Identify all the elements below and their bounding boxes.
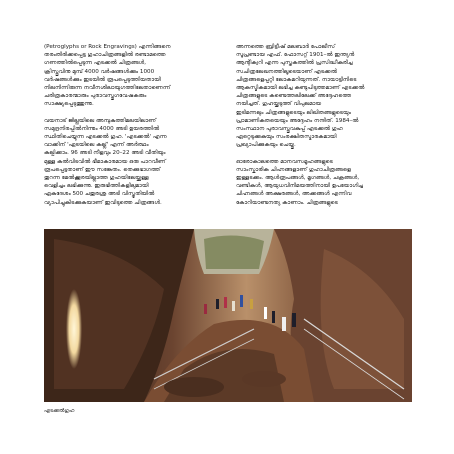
right-paragraph-1: അന്നത്തെ ബ്രിട്ടീഷ് മലബാർ പോലീസ് സൂപ്രണ്ടായ എഫ്. ഫോസറ്റ് 1901–ൽ ഇന്ത്യൻ ആന്റിക്വറി എന്ന പുസ്തകത്തിൽ പ്രസിദ്ധീകരിച്ച സചിത്രലേഖനത്തിലൂടെയാണ് എടക്കൽ ചിത്രങ്ങളെപ്പറ്റി ലോകമറിയുന്നത്. നായാട്ടിനിടെ ആകസ്മികമായി ലഭിച്ച കണ്ടുപിടുത്തമാണ് എടക്കൽ ചിത്രങ്ങളുടെ കണ്ടെത്തലിലേക്ക് അദ്ദേഹത്തെ നയിച്ചത്. ഗുഹയ്ക്കടുത്ത് വിപുലമായ ഇടിമന്നലും ചിത്രങ്ങളുടെയും ലിഖിതങ്ങളുടെയും പ്രാമാണികതയെയും അദ്ദേഹം നന്ദിത്. 1984–ൽ സംസ്ഥാന പുരാവസ്തുവകുപ്പ് എടക്കൽ ഗുഹ ഏറ്റെടുക്കുകയും സംരക്ഷിതസ്മാരകമായി പ്രഖ്യാപിക്കുകയും ചെയ്തു. xyxy=(236,44,365,149)
cave-photo xyxy=(44,229,412,402)
photo-caption: എടക്കൽഗുഹ xyxy=(44,408,75,414)
left-paragraph-1: (Petroglyphs or Rock Engravings) എന്നിങ്ങനെ തരംതിരിക്കപ്പെട്ട ഗുഹാചിത്രങ്ങളിൽ രണ്ടാമത്തെ ഗണത്തിൽപ്പെടുന്ന എടക്കൽ ചിത്രങ്ങൾ, ക്രിസ്തുവിനു മുമ്പ് 4000 വർഷങ്ങൾക്കും 1000 വർഷങ്ങൾക്കും ഇടയിൽ രൂപപ്പെടുത്തിയതായി നിലനിന്നിരുന്ന നവീനശിലായുഗത്തിലേതാണെന്ന് ചരിത്രകാരന്മാരും പുരാവസ്തുഗവേഷകരും സാക്ഷ്യപ്പെടുത്തുന്നു. xyxy=(44,44,171,108)
right-text-column xyxy=(236,43,412,215)
left-paragraph-2: വയനാട് ജില്ലയിലെ അമ്പുകുത്തിമലയിലാണ് സമുദ്രനിരപ്പിൽനിന്നും 4000 അടി ഉയരത്തിൽ സ്ഥിതിചെയ്യുന്ന എടക്കൽ ഗുഹ. 'എടക്കൽ' എന്ന വാക്കിന് 'ഏടയിലെ കല്ല്' എന്ന് അർത്ഥം കല്പിക്കാം. 96 അടി നീളവും 20–22 അടി വീതിയും മുള്ള കൽവിടവിൽ ഭീമാകാരമായ ഒരു പാറവീണ് രൂപപ്പെട്ടതാണ് ഈ സങ്കേതം. തെക്കുഭാഗത്ത് തുറന്ന മേൽക്കൂരയില്ലാത്ത ഗുഹയിലേയ്ക്കുള്ള വെളിച്ചം ലഭിക്കുന്നു. ഇരുഭിത്തികളിലുമായി ഏകദേശം 500 ചതുരശ്ര അടി വിസ്തൃതിയിൽ വ്യാപിച്ചുകിടക്കുകയാണ് ഇവിടുത്തെ ചിത്രങ്ങൾ. xyxy=(44,117,167,206)
cave-photo-illustration xyxy=(44,229,412,402)
right-paragraph-2: ഓരോകാലത്തെ മാനവസമൂഹങ്ങളുടെ സാംസ്കാരിക ചിഹ്നങ്ങളാണ് ഗുഹാചിത്രങ്ങളെ ഇള്ളടക്കം. ആൾരൂപങ്ങൾ, മൃഗങ്ങൾ, ചക്രങ്ങൾ, വണ്ടികൾ, ആയുധവിനിമയത്തിനായി ഉപയോഗിച്ച ചിഹ്നങ്ങൾ അക്ഷരങ്ങൾ, അക്കങ്ങൾ എന്നിവ കോറിയാണ്ടനത്യ കാണാം. ചിത്രങ്ങളുടെ xyxy=(236,158,364,206)
left-text-column xyxy=(44,43,220,215)
